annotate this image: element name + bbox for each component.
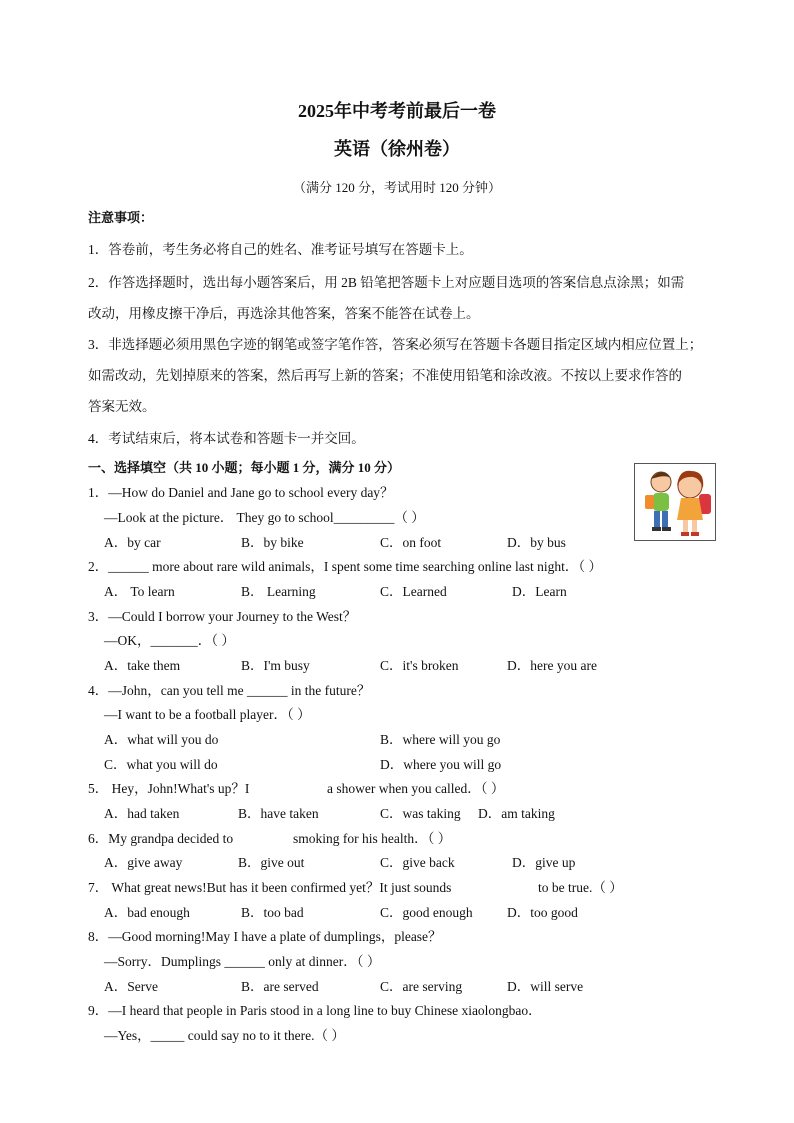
option: A．by car [104, 535, 161, 550]
option: B．give out [238, 855, 305, 870]
option: C．give back [380, 855, 455, 870]
exam-subtitle: 英语（徐州卷） [334, 139, 460, 159]
option: B．have taken [238, 806, 319, 821]
option: D．give up [512, 855, 576, 870]
option: A．Serve [104, 979, 158, 994]
option: D．where you will go [380, 757, 502, 772]
option: C．what you will do [104, 757, 218, 772]
option: D．here you are [507, 658, 597, 673]
option: D．will serve [507, 979, 584, 994]
note-line: 改动，用橡皮擦干净后，再选涂其他答案，答案不能答在试卷上。 [88, 306, 480, 321]
note-line: 答案无效。 [88, 399, 156, 414]
children-walking-illustration [634, 463, 716, 541]
option: C．good enough [380, 905, 473, 920]
option: B．by bike [241, 535, 304, 550]
question-line: —Sorry．Dumplings ______ only at dinner．（ ） [104, 954, 381, 969]
question-line: 7． What great news!But has it been confirmed yet？It just sounds [88, 880, 452, 895]
note-line: 如需改动，先划掉原来的答案，然后再写上新的答案；不准使用铅笔和涂改液。不按以上要求作答的 [88, 368, 682, 383]
option: C．are serving [380, 979, 463, 994]
option: C．was taking [380, 806, 461, 821]
question-line: 8．—Good morning!May I have a plate of dumplings，please？ [88, 929, 442, 944]
section-heading: 一、选择填空（共 10 小题；每小题 1 分，满分 10 分） [88, 460, 401, 475]
note-line: 4．考试结束后，将本试卷和答题卡一并交回。 [88, 431, 365, 446]
option: A．bad enough [104, 905, 190, 920]
option: B．where will you go [380, 732, 501, 747]
option: A．what will you do [104, 732, 219, 747]
option: D．am taking [478, 806, 555, 821]
question-line: —OK，_______．（ ） [104, 633, 235, 648]
exam-title: 2025年中考考前最后一卷 [298, 101, 496, 121]
note-line: 2．作答选择题时，选出每小题答案后，用 2B 铅笔把答题卡上对应题目选项的答案信息点涂黑；如需 [88, 275, 685, 290]
question-line: 6．My grandpa decided to [88, 831, 234, 846]
question-line: —I want to be a football player．（ ） [104, 707, 311, 722]
question-line: 3．—Could I borrow your Journey to the West？ [88, 609, 357, 624]
exam-info: （满分 120 分，考试用时 120 分钟） [292, 180, 501, 195]
note-line: 1．答卷前，考生务必将自己的姓名、准考证号填写在答题卡上。 [88, 242, 473, 257]
option: B．too bad [241, 905, 304, 920]
question-line: a shower when you called．（ ） [327, 781, 505, 796]
question-line: 4．—John，can you tell me ______ in the future？ [88, 683, 371, 698]
note-line: 3．非选择题必须用黑色字迹的钢笔或签字笔作答，答案必须写在答题卡各题目指定区域内相应位置上； [88, 337, 703, 352]
question-line: —Look at the picture． They go to school_________（ ） [104, 510, 425, 525]
question-line: 9．—I heard that people in Paris stood in a long line to buy Chinese xiaolongbao． [88, 1003, 542, 1018]
question-line: —Yes，_____ could say no to it there.（ ） [104, 1028, 345, 1043]
option: C．it's broken [380, 658, 459, 673]
option: A．take them [104, 658, 181, 673]
question-line: to be true.（ ） [538, 880, 623, 895]
option: D．Learn [512, 584, 567, 599]
option: D．too good [507, 905, 578, 920]
option: B．I'm busy [241, 658, 310, 673]
question-line: 1．—How do Daniel and Jane go to school every day？ [88, 485, 394, 500]
question-line: 2．______ more about rare wild animals，I spent some time searching online last night．（ ） [88, 559, 603, 574]
question-line: 5． Hey，John!What's up？I [88, 781, 250, 796]
notes-heading: 注意事项： [88, 210, 154, 225]
option: A．give away [104, 855, 183, 870]
option: B．are served [241, 979, 319, 994]
option: A．had taken [104, 806, 180, 821]
option: C．Learned [380, 584, 447, 599]
option: C．on foot [380, 535, 442, 550]
option: B． Learning [241, 584, 316, 599]
option: D．by bus [507, 535, 566, 550]
option: A． To learn [104, 584, 175, 599]
question-line: smoking for his health．（ ） [293, 831, 452, 846]
